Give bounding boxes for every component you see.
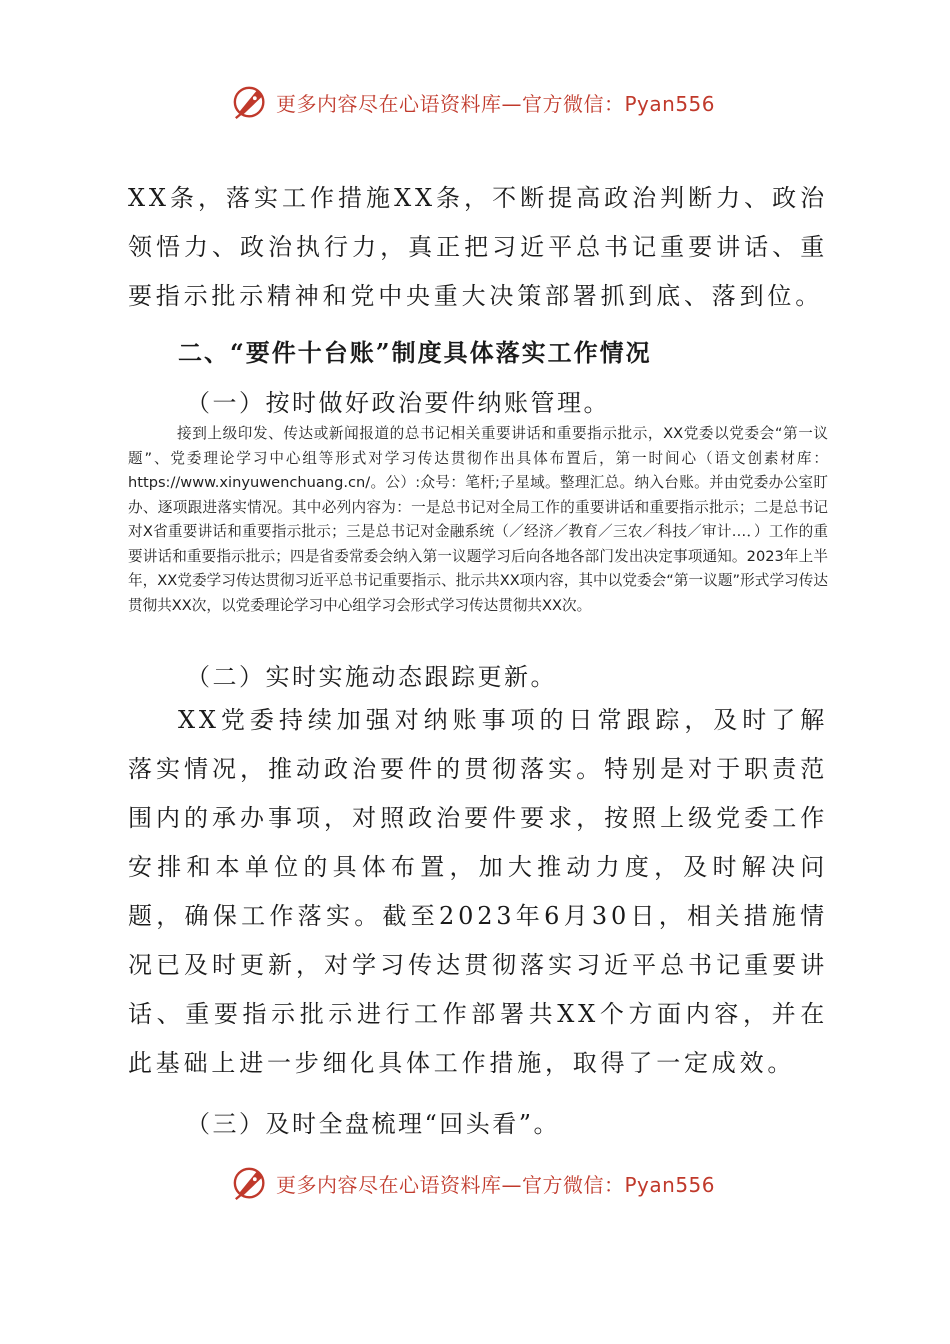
footer-banner bbox=[232, 1163, 715, 1203]
header-banner-text: 更多内容尽在心语资料库—官方微信：Pyan556 bbox=[276, 91, 716, 116]
doc-paragraph-3-block bbox=[128, 696, 828, 1088]
doc-paragraph-2: 接到上级印发、传达或新闻报道的总书记相关重要讲话和重要指示批示，XX党委以党委会“第一议题”、党委理论学习中心组等形式对学习传达贯彻作出具体布置后，第一时间心（语文创素材库：https://www.xinyuwenchuang.cn/。公）:众号：笔杆;子星域。整理汇总。纳入台账。并由党委办公室盯办、逐项跟进落实情况。其中必列内容为：一是总书记对全局工作的重要讲话和重要指示批示；二是总书记对X省重要讲话和重要指示批示；三是总书记对金融系统（／经济／教育／三农／科技／审计…．）工作的重要讲话和重要指示批示；四是省委常委会纳入第一议题学习后向各地各部门发出决定事项通知。2023年上半年，XX党委学习传达贯彻习近平总书记重要指示、批示共XX项内容，其中以党委会“第一议题”形式学习传达贯彻共XX次，以党委理论学习中心组学习会形式学习传达贯彻共XX次。 bbox=[128, 425, 828, 614]
footer-banner-text: 更多内容尽在心语资料库—官方微信：Pyan556 bbox=[276, 1172, 716, 1197]
pen-nib-logo-icon bbox=[232, 1164, 270, 1202]
subheading-3: （三）及时全盘梳理“回头看”。 bbox=[186, 1110, 561, 1138]
doc-paragraph-3: XX党委持续加强对纳账事项的日常跟踪，及时了解落实情况，推动政治要件的贯彻落实。特别是对于职责范围内的承办事项，对照政治要件要求，按照上级党委工作安排和本单位的具体布置，加大推动力度，及时解决问题，确保工作落实。截至2023年6月30日，相关措施情况已及时更新，对学习传达贯彻落实习近平总书记重要讲话、重要指示批示进行工作部署共XX个方面内容，并在此基础上进一步细化具体工作措施，取得了一定成效。 bbox=[128, 706, 828, 1077]
pen-nib-logo-icon bbox=[232, 83, 270, 121]
doc-paragraph-1-block bbox=[128, 174, 828, 321]
doc-paragraph-2-block bbox=[128, 422, 828, 618]
section-heading: 二、“要件十台账”制度具体落实工作情况 bbox=[178, 338, 652, 367]
subheading-2: （二）实时实施动态跟踪更新。 bbox=[186, 663, 557, 691]
subheading-1: （一）按时做好政治要件纳账管理。 bbox=[186, 389, 610, 417]
doc-paragraph-1: XX条，落实工作措施XX条，不断提高政治判断力、政治领悟力、政治执行力，真正把习近平总书记重要讲话、重要指示批示精神和党中央重大决策部署抓到底、落到位。 bbox=[128, 184, 828, 310]
header-banner bbox=[232, 82, 715, 122]
